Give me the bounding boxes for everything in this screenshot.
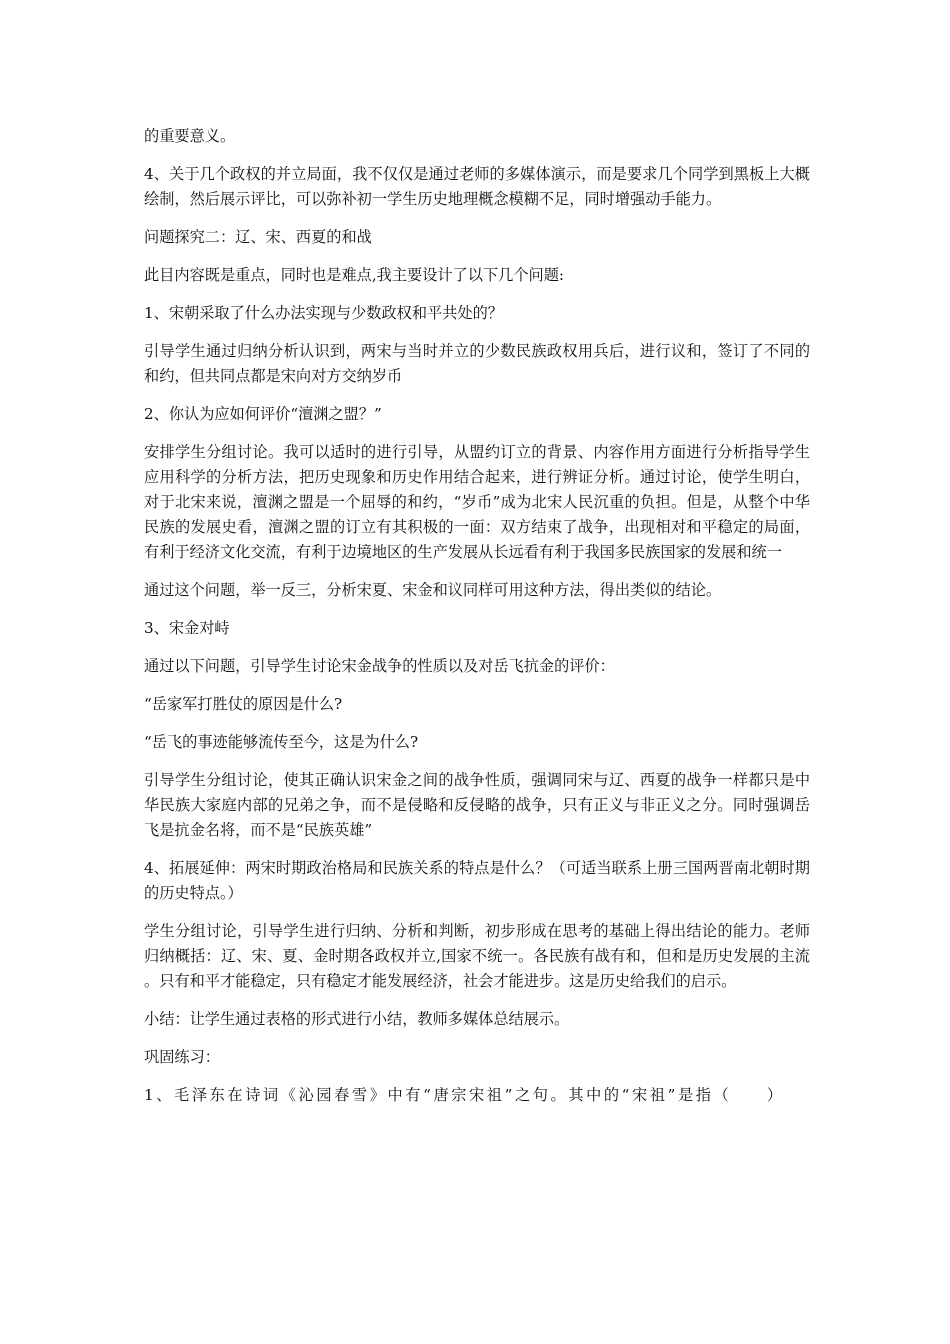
paragraph-answer-2: 安排学生分组讨论。我可以适时的进行引导，从盟约订立的背景、内容作用方面进行分析指导学生应用科学的分析方法，把历史现象和历史作用结合起来，进行辨证分析。通过讨论，使学生明白，对于北宋来说，澶渊之盟是一个屈辱的和约，“岁币”成为北宋人民沉重的负担。但是，从整个中华民族的发展史看，澶渊之盟的订立有其积极的一面：双方结束了战争，出现相对和平稳定的局面，有利于经济文化交流，有利于边境地区的生产发展从长远看有利于我国多民族国家的发展和统一 bbox=[144, 443, 810, 561]
paragraph-answer-1: 引导学生通过归纳分析认识到，两宋与当时并立的少数民族政权用兵后，进行议和，签订了不同的和约，但共同点都是宋向对方交纳岁币 bbox=[144, 342, 810, 385]
paragraph-answer-3: 引导学生分组讨论，使其正确认识宋金之间的战争性质，强调同宋与辽、西夏的战争一样都只是中华民族大家庭内部的兄弟之争，而不是侵略和反侵略的战争，只有正义与非正义之分。同时强调岳飞是抗金名将，而不是“民族英雄” bbox=[144, 771, 810, 839]
question-3: 3、宋金对峙 bbox=[144, 619, 230, 637]
paragraph-significance: 的重要意义。 bbox=[144, 127, 236, 145]
paragraph-question-3-intro: 通过以下问题，引导学生讨论宋金战争的性质以及对岳飞抗金的评价： bbox=[144, 657, 615, 675]
paragraph-answer-4: 学生分组讨论，引导学生进行归纳、分析和判断，初步形成在思考的基础上得出结论的能力。老师归纳概括：辽、宋、夏、金时期各政权并立,国家不统一。各民族有战有和，但和是历史发展的主流。只有和平才能稳定，只有稳定才能发展经济，社会才能进步。这是历史给我们的启示。 bbox=[144, 922, 810, 990]
question-4-extension: 4、拓展延伸：两宋时期政治格局和民族关系的特点是什么？（可适当联系上册三国两晋南北朝时期的历史特点。） bbox=[144, 859, 810, 902]
section-heading-exercises: 巩固练习： bbox=[144, 1048, 220, 1066]
sub-question-yue-fei: “岳飞的事迹能够流传至今，这是为什么? bbox=[144, 733, 419, 751]
paragraph-summary: 小结：让学生通过表格的形式进行小结，教师多媒体总结展示。 bbox=[144, 1010, 570, 1028]
section-heading-inquiry-2: 问题探究二：辽、宋、西夏的和战 bbox=[144, 228, 372, 246]
question-2: 2、你认为应如何评价“澶渊之盟？” bbox=[144, 405, 382, 423]
sub-question-yue-army: “岳家军打胜仗的原因是什么? bbox=[144, 695, 343, 713]
paragraph-point-4-regimes: 4、关于几个政权的并立局面，我不仅仅是通过老师的多媒体演示，而是要求几个同学到黑板上大概绘制，然后展示评比，可以弥补初一学生历史地理概念模糊不足，同时增强动手能力。 bbox=[144, 165, 810, 208]
paragraph-intro-questions: 此目内容既是重点，同时也是难点,我主要设计了以下几个问题: bbox=[144, 266, 565, 284]
paragraph-analogy: 通过这个问题，举一反三，分析宋夏、宋金和议同样可用这种方法，得出类似的结论。 bbox=[144, 581, 722, 599]
question-1: 1、宋朝采取了什么办法实现与少数政权和平共处的？ bbox=[144, 304, 503, 322]
exercise-1: 1、毛泽东在诗词《沁园春雪》中有“唐宗宋祖”之句。其中的“宋祖”是指（ ） bbox=[144, 1086, 785, 1104]
document-body bbox=[144, 124, 810, 1121]
